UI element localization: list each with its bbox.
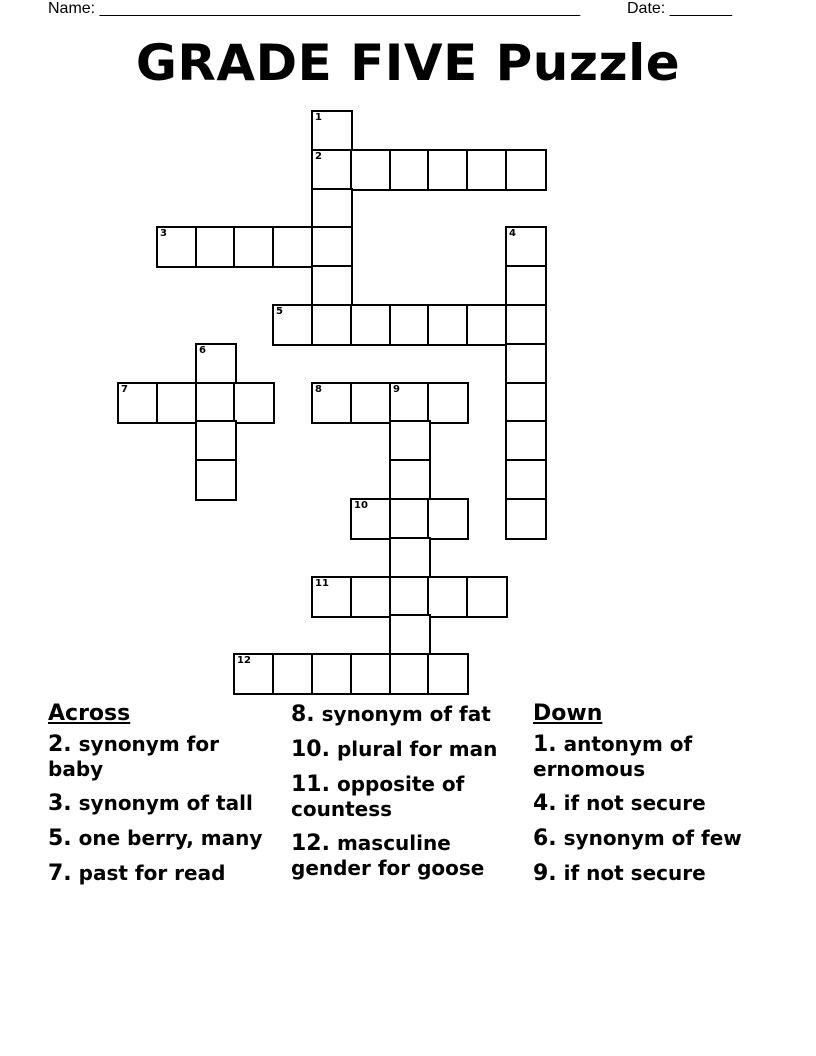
cell-number: 12 [237,655,251,666]
cell-number: 10 [354,500,368,511]
across-clues-continued [291,702,526,890]
grid-cell[interactable] [350,304,392,346]
down-clues [533,700,763,896]
clue-across-12: 12. masculine gender for goose [291,831,485,880]
grid-cell[interactable] [389,537,431,579]
clue-across-2: 2. synonym for baby [48,732,219,781]
grid-cell[interactable] [389,382,431,424]
grid-cell[interactable] [389,614,431,656]
grid-cell[interactable] [427,304,469,346]
page-title: GRADE FIVE Puzzle [135,34,681,92]
grid-cell[interactable] [156,382,198,424]
grid-cell[interactable] [311,304,353,346]
clue-across-7: 7. past for read [48,861,226,886]
grid-cell[interactable] [427,653,469,695]
cell-number: 11 [315,578,329,589]
grid-cell[interactable] [311,576,353,618]
clue-across-11: 11. opposite of countess [291,772,465,821]
grid-cell[interactable] [389,576,431,618]
cell-number: 5 [276,306,283,317]
date-field-label: Date: _______ [627,0,732,17]
grid-cell[interactable] [505,498,547,540]
grid-cell[interactable] [311,149,353,191]
grid-cell[interactable] [427,149,469,191]
grid-cell[interactable] [311,265,353,307]
grid-cell[interactable] [505,304,547,346]
cell-number: 9 [393,384,400,395]
grid-cell[interactable] [117,382,159,424]
grid-cell[interactable] [389,459,431,501]
across-heading: Across [48,701,131,726]
grid-cell[interactable] [505,382,547,424]
grid-cell[interactable] [427,498,469,540]
down-heading: Down [533,701,603,726]
grid-cell[interactable] [389,149,431,191]
grid-cell[interactable] [233,382,275,424]
grid-cell[interactable] [233,653,275,695]
grid-cell[interactable] [427,576,469,618]
clue-across-8: 8. synonym of fat [291,702,491,727]
grid-cell[interactable] [505,226,547,268]
cell-number: 6 [199,345,206,356]
grid-cell[interactable] [311,382,353,424]
grid-cell[interactable] [233,226,275,268]
clue-across-10: 10. plural for man [291,737,498,762]
grid-cell[interactable] [195,420,237,462]
name-field-label: Name: ______________________________________________________ [48,0,581,17]
grid-cell[interactable] [311,226,353,268]
grid-cell[interactable] [272,304,314,346]
grid-cell[interactable] [350,498,392,540]
grid-cell[interactable] [350,382,392,424]
clue-across-5: 5. one berry, many [48,826,263,851]
clue-down-6: 6. synonym of few [533,826,742,851]
grid-cell[interactable] [195,459,237,501]
grid-cell[interactable] [389,304,431,346]
grid-cell[interactable] [389,653,431,695]
grid-cell[interactable] [350,149,392,191]
cell-number: 4 [509,228,516,239]
grid-cell[interactable] [505,459,547,501]
across-clues [48,700,278,896]
grid-cell[interactable] [311,110,353,152]
grid-cell[interactable] [311,188,353,230]
grid-cell[interactable] [272,653,314,695]
grid-cell[interactable] [195,343,237,385]
grid-cell[interactable] [505,343,547,385]
clue-down-9: 9. if not secure [533,861,706,886]
grid-cell[interactable] [466,149,508,191]
cell-number: 1 [315,112,322,123]
cell-number: 3 [160,228,167,239]
cell-number: 8 [315,384,322,395]
grid-cell[interactable] [466,576,508,618]
grid-cell[interactable] [272,226,314,268]
clue-across-3: 3. synonym of tall [48,791,253,816]
cell-number: 2 [315,151,322,162]
grid-cell[interactable] [350,653,392,695]
grid-cell[interactable] [389,420,431,462]
grid-cell[interactable] [195,226,237,268]
grid-cell[interactable] [505,265,547,307]
cell-number: 7 [121,384,128,395]
grid-cell[interactable] [505,420,547,462]
grid-cell[interactable] [156,226,198,268]
grid-cell[interactable] [505,149,547,191]
grid-cell[interactable] [350,576,392,618]
grid-cell[interactable] [466,304,508,346]
grid-cell[interactable] [311,653,353,695]
grid-cell[interactable] [195,382,237,424]
clue-down-1: 1. antonym of ernomous [533,732,693,781]
grid-cell[interactable] [427,382,469,424]
clue-down-4: 4. if not secure [533,791,706,816]
grid-cell[interactable] [389,498,431,540]
